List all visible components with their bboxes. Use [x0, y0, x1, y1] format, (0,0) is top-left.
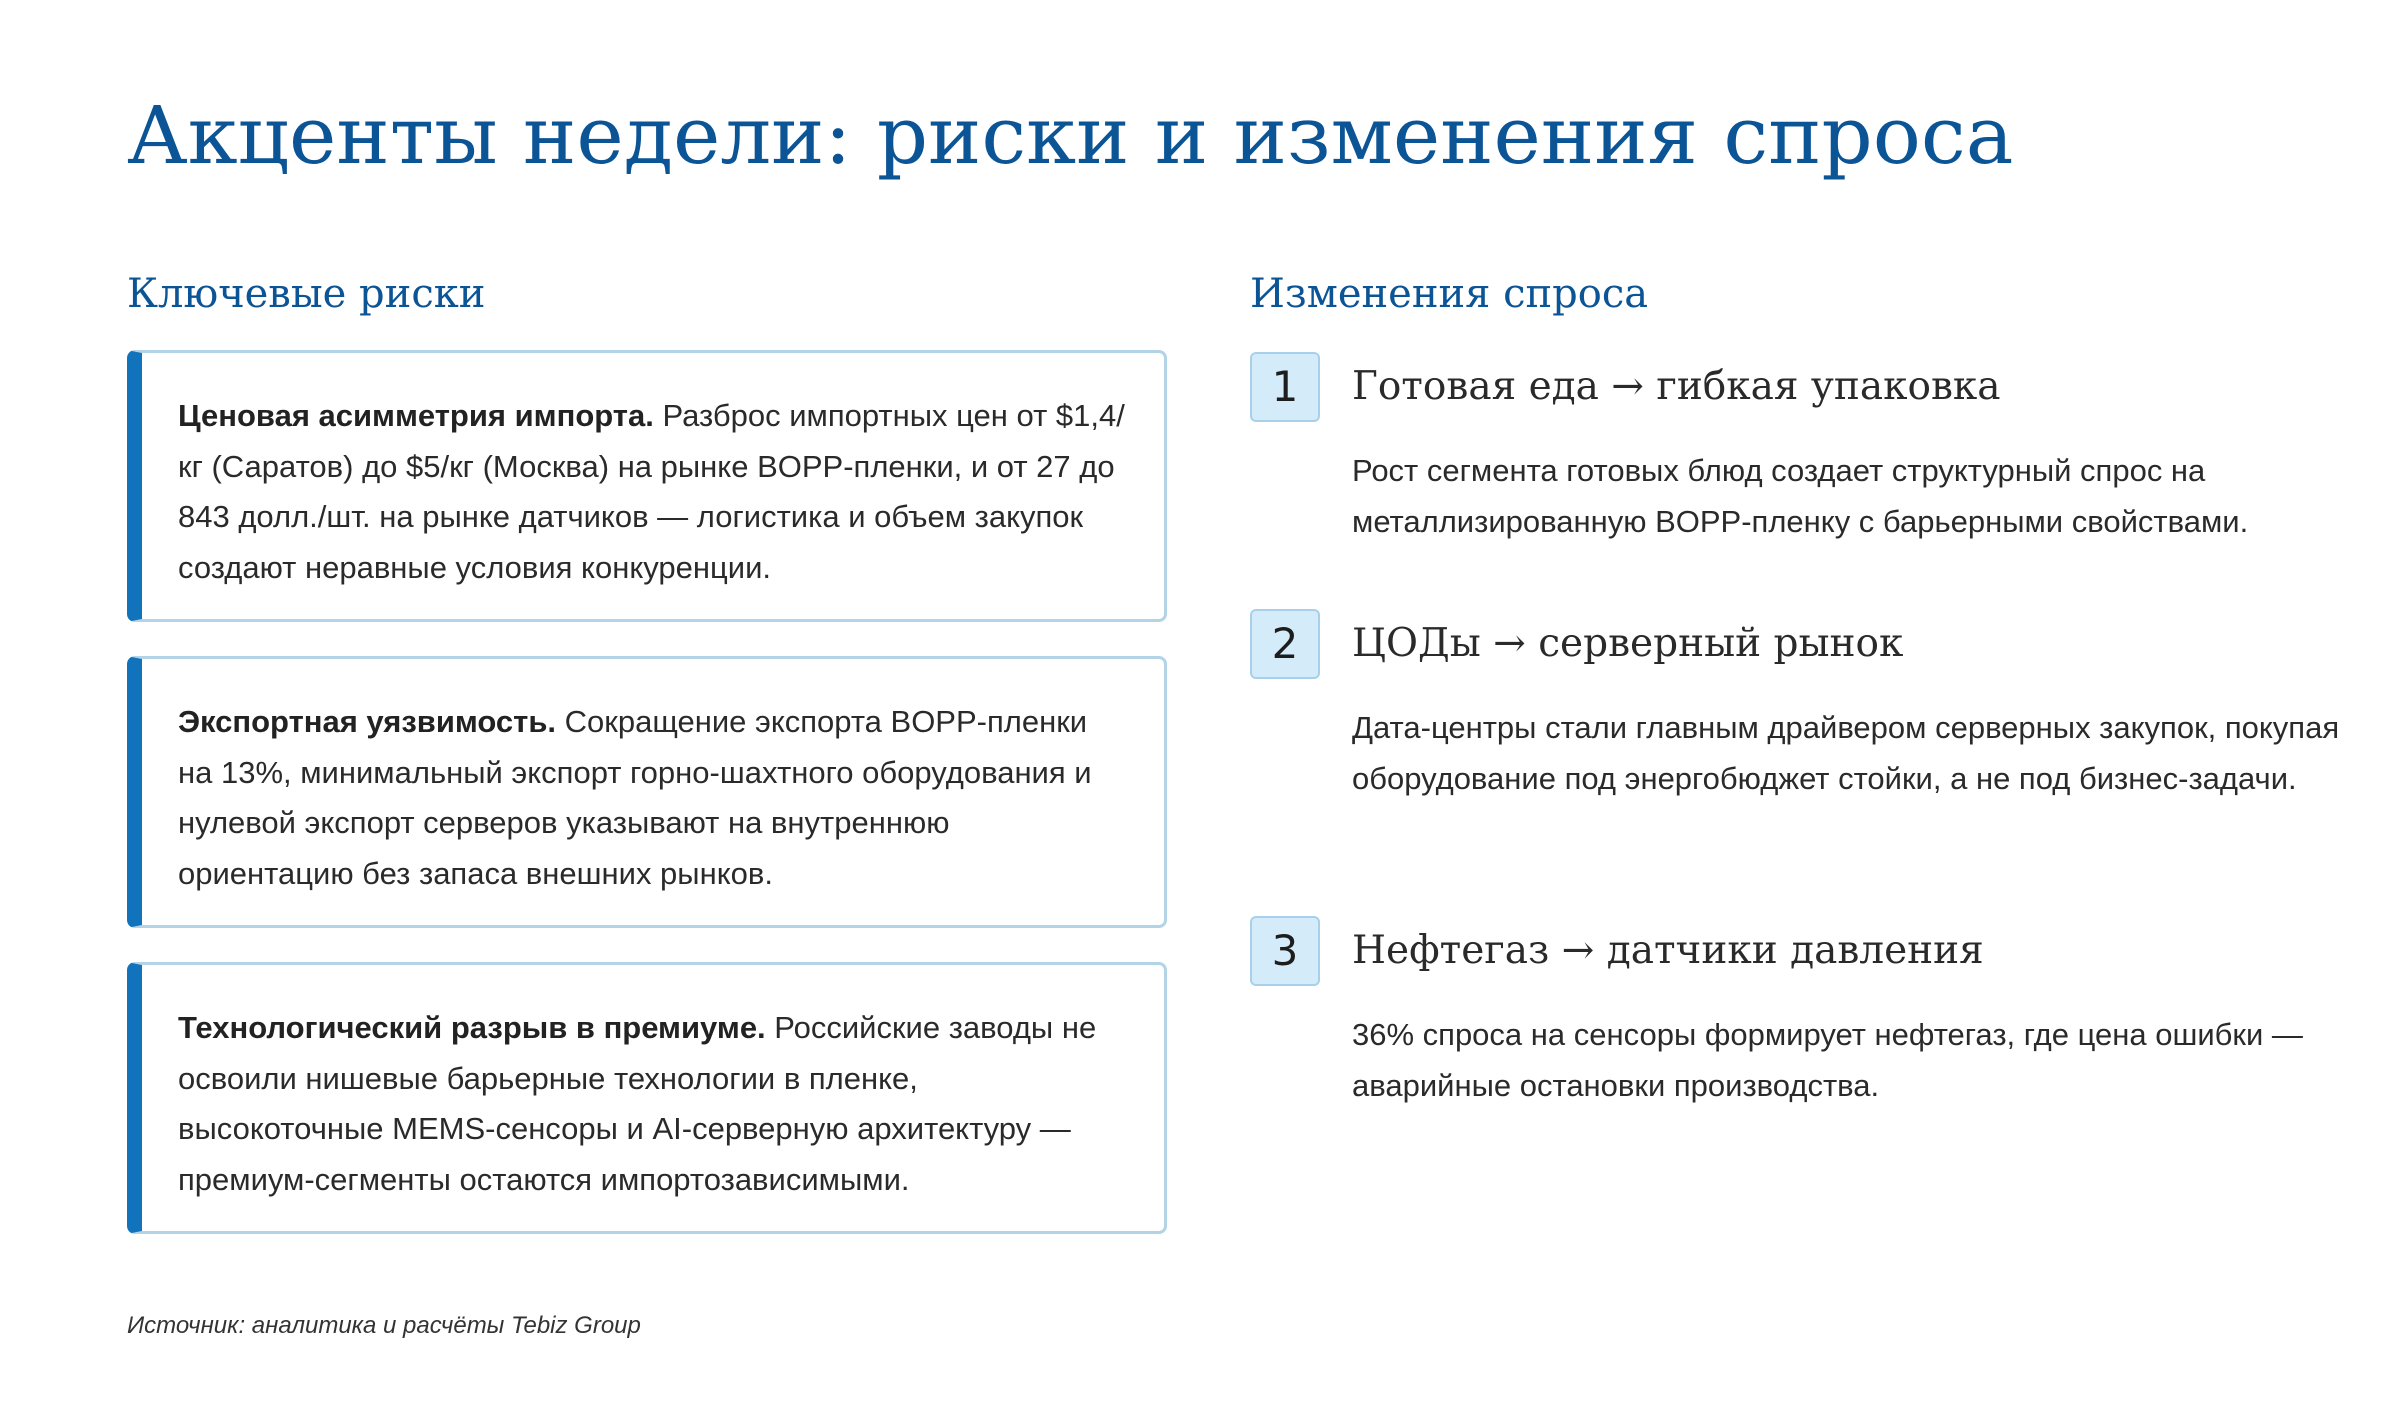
source-note: Источник: аналитика и расчёты Tebiz Group	[127, 1312, 641, 1339]
risk-card-text	[178, 697, 1128, 899]
risk-card-lead: Ценовая асимметрия импорта.	[178, 398, 654, 433]
risk-card	[127, 962, 1167, 1234]
demand-item-text: Рост сегмента готовых блюд создает структурный спрос на металлизированную BOPP-пленку с барьерными свойствами.	[1352, 453, 2249, 539]
demand-item-title: Готовая еда → гибкая упаковка	[1352, 364, 2001, 409]
number-badge: 2	[1250, 609, 1320, 679]
demand-item-text: Дата-центры стали главным драйвером серверных закупок, покупая оборудование под энергобюджет стойки, а не под бизнес-задачи.	[1352, 710, 2340, 796]
demand-item-title: Нефтегаз → датчики давления	[1352, 928, 1984, 973]
number-badge: 1	[1250, 352, 1320, 422]
risk-card-body: Разброс импортных цен от $1,4/кг (Саратов) до $5/кг (Москва) на рынке BOPP-пленки, и от 27 до 843 долл./шт. на рынке датчиков — логистика и объем закупок создают неравные условия конкуренции.	[178, 398, 1125, 585]
demand-heading: Изменения спроса	[1250, 271, 1649, 317]
risk-card-lead: Технологический разрыв в премиуме.	[178, 1010, 766, 1045]
risk-card-text	[178, 1003, 1128, 1205]
risk-card-lead: Экспортная уязвимость.	[178, 704, 557, 739]
risk-card-text	[178, 391, 1128, 593]
demand-item-title: ЦОДы → серверный рынок	[1352, 621, 1904, 666]
risk-card	[127, 350, 1167, 622]
risk-card-body: Российские заводы не освоили нишевые барьерные технологии в пленке, высокоточные MEMS-сенсоры и AI-серверную архитектуру — премиум-сегменты остаются импортозависимыми.	[178, 1010, 1097, 1197]
risk-card	[127, 656, 1167, 928]
risks-heading: Ключевые риски	[127, 271, 486, 317]
demand-item-text: 36% спроса на сенсоры формирует нефтегаз, где цена ошибки — аварийные остановки производства.	[1352, 1017, 2303, 1103]
page-title: Акценты недели: риски и изменения спроса	[127, 89, 2014, 182]
number-badge: 3	[1250, 916, 1320, 986]
risk-card-body: Сокращение экспорта BOPP-пленки на 13%, минимальный экспорт горно-шахтного оборудования и нулевой экспорт серверов указывают на внутреннюю ориентацию без запаса внешних рынков.	[178, 704, 1092, 891]
